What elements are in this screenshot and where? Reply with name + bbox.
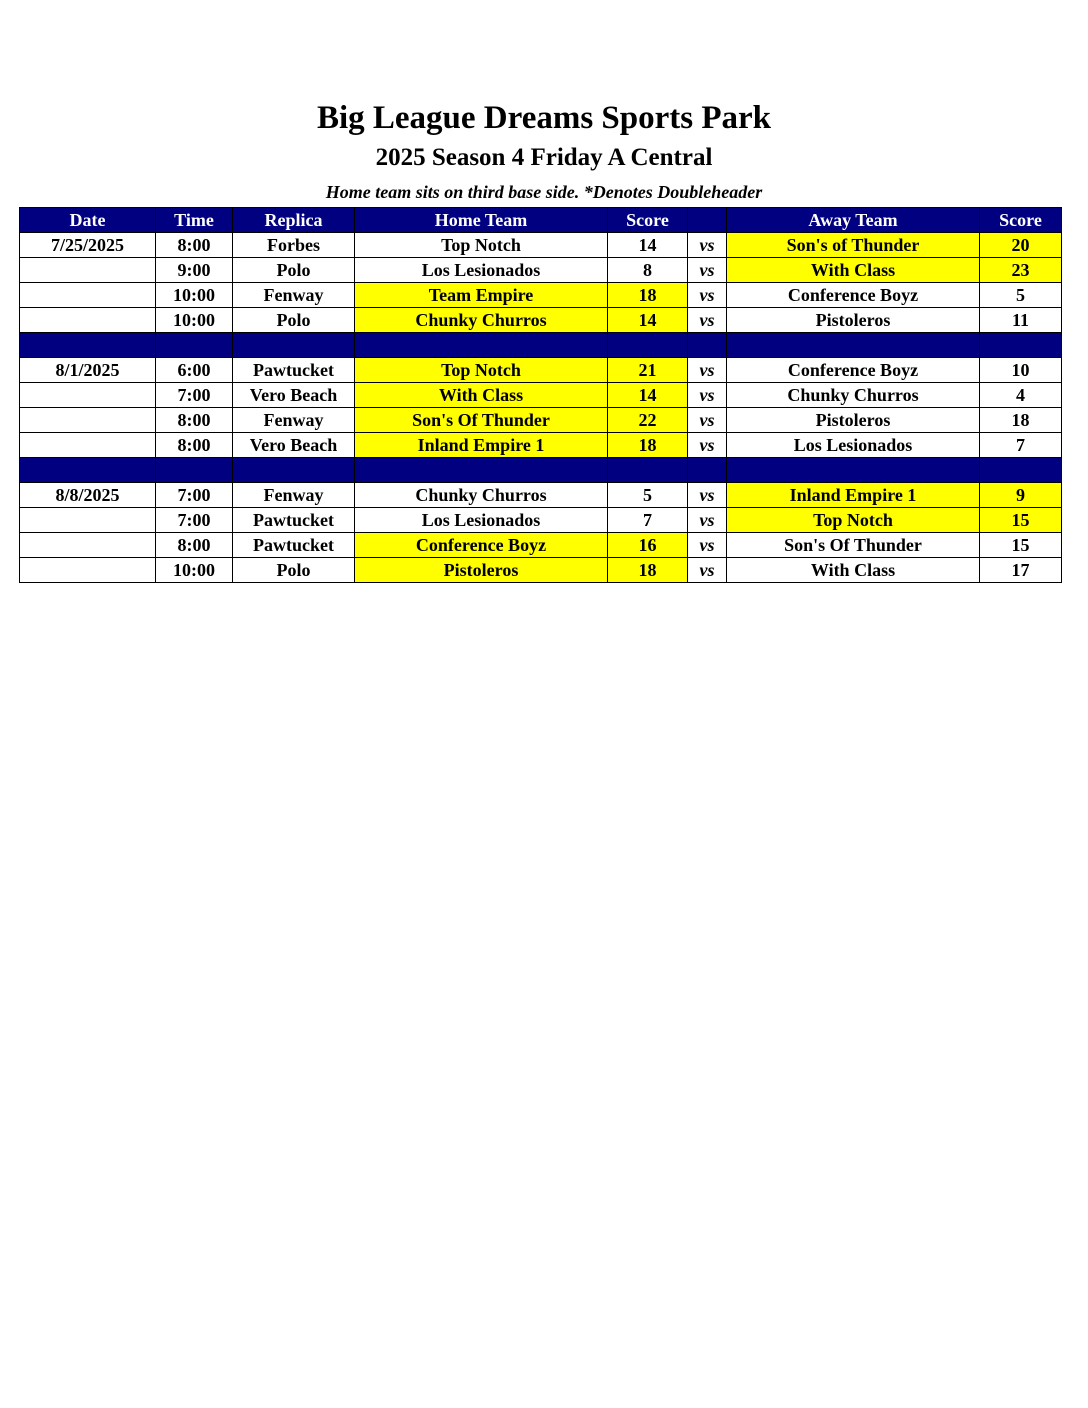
home-score: 16 xyxy=(608,533,688,558)
vs-label: vs xyxy=(688,233,727,258)
home-team: Chunky Churros xyxy=(355,483,608,508)
home-team: Los Lesionados xyxy=(355,508,608,533)
away-score: 15 xyxy=(980,508,1062,533)
vs-label: vs xyxy=(688,483,727,508)
header-row xyxy=(20,208,1062,233)
game-time: 10:00 xyxy=(156,558,233,583)
game-row xyxy=(20,508,1062,533)
game-row xyxy=(20,258,1062,283)
vs-label: vs xyxy=(688,358,727,383)
away-team: Top Notch xyxy=(727,508,980,533)
game-time: 10:00 xyxy=(156,308,233,333)
game-time: 7:00 xyxy=(156,383,233,408)
col-header-date: Date xyxy=(20,208,156,233)
home-team: Son's Of Thunder xyxy=(355,408,608,433)
home-team: With Class xyxy=(355,383,608,408)
away-team: Pistoleros xyxy=(727,408,980,433)
away-score: 9 xyxy=(980,483,1062,508)
game-time: 7:00 xyxy=(156,483,233,508)
home-score: 18 xyxy=(608,558,688,583)
game-replica: Polo xyxy=(233,258,355,283)
game-replica: Fenway xyxy=(233,283,355,308)
game-replica: Vero Beach xyxy=(233,433,355,458)
game-row xyxy=(20,283,1062,308)
away-team: Chunky Churros xyxy=(727,383,980,408)
col-header-away-score: Score xyxy=(980,208,1062,233)
home-team: Top Notch xyxy=(355,358,608,383)
game-replica: Fenway xyxy=(233,408,355,433)
home-team: Chunky Churros xyxy=(355,308,608,333)
game-time: 9:00 xyxy=(156,258,233,283)
home-team: Conference Boyz xyxy=(355,533,608,558)
game-date: 8/8/2025 xyxy=(20,483,156,508)
col-header-time: Time xyxy=(156,208,233,233)
game-row xyxy=(20,308,1062,333)
vs-label: vs xyxy=(688,308,727,333)
col-header-home-score: Score xyxy=(608,208,688,233)
away-team: Conference Boyz xyxy=(727,283,980,308)
away-score: 7 xyxy=(980,433,1062,458)
vs-label: vs xyxy=(688,408,727,433)
vs-label: vs xyxy=(688,433,727,458)
vs-label: vs xyxy=(688,283,727,308)
game-date xyxy=(20,533,156,558)
away-score: 20 xyxy=(980,233,1062,258)
home-team: Inland Empire 1 xyxy=(355,433,608,458)
home-team-note: Home team sits on third base side. *Denotes Doubleheader xyxy=(325,182,763,202)
vs-label: vs xyxy=(688,558,727,583)
away-team: Los Lesionados xyxy=(727,433,980,458)
game-date xyxy=(20,383,156,408)
away-score: 15 xyxy=(980,533,1062,558)
game-date xyxy=(20,508,156,533)
game-date xyxy=(20,408,156,433)
game-date xyxy=(20,308,156,333)
schedule-table xyxy=(19,207,1062,583)
week-divider xyxy=(20,333,1062,358)
game-row xyxy=(20,558,1062,583)
home-team: Top Notch xyxy=(355,233,608,258)
home-score: 18 xyxy=(608,433,688,458)
game-row xyxy=(20,483,1062,508)
week-divider xyxy=(20,458,1062,483)
vs-label: vs xyxy=(688,533,727,558)
away-score: 17 xyxy=(980,558,1062,583)
game-time: 8:00 xyxy=(156,408,233,433)
vs-label: vs xyxy=(688,258,727,283)
game-row xyxy=(20,533,1062,558)
game-replica: Polo xyxy=(233,308,355,333)
home-team: Pistoleros xyxy=(355,558,608,583)
game-row xyxy=(20,233,1062,258)
page-subtitle: 2025 Season 4 Friday A Central xyxy=(375,144,713,171)
vs-label: vs xyxy=(688,508,727,533)
game-replica: Vero Beach xyxy=(233,383,355,408)
game-time: 8:00 xyxy=(156,433,233,458)
home-team: Los Lesionados xyxy=(355,258,608,283)
away-team: Pistoleros xyxy=(727,308,980,333)
away-team: With Class xyxy=(727,558,980,583)
col-header-vs xyxy=(688,208,727,233)
home-score: 22 xyxy=(608,408,688,433)
game-time: 7:00 xyxy=(156,508,233,533)
game-date: 8/1/2025 xyxy=(20,358,156,383)
game-replica: Pawtucket xyxy=(233,533,355,558)
game-time: 6:00 xyxy=(156,358,233,383)
col-header-away-team: Away Team xyxy=(727,208,980,233)
game-replica: Forbes xyxy=(233,233,355,258)
game-row xyxy=(20,433,1062,458)
game-replica: Pawtucket xyxy=(233,508,355,533)
game-time: 8:00 xyxy=(156,233,233,258)
away-score: 10 xyxy=(980,358,1062,383)
game-date xyxy=(20,558,156,583)
away-score: 18 xyxy=(980,408,1062,433)
away-team: Son's Of Thunder xyxy=(727,533,980,558)
home-score: 18 xyxy=(608,283,688,308)
game-row xyxy=(20,408,1062,433)
away-score: 4 xyxy=(980,383,1062,408)
game-date xyxy=(20,433,156,458)
home-score: 5 xyxy=(608,483,688,508)
game-time: 8:00 xyxy=(156,533,233,558)
away-team: Inland Empire 1 xyxy=(727,483,980,508)
game-replica: Fenway xyxy=(233,483,355,508)
page-title: Big League Dreams Sports Park xyxy=(316,100,772,136)
col-header-replica: Replica xyxy=(233,208,355,233)
game-row xyxy=(20,383,1062,408)
home-team: Team Empire xyxy=(355,283,608,308)
vs-label: vs xyxy=(688,383,727,408)
game-replica: Pawtucket xyxy=(233,358,355,383)
game-time: 10:00 xyxy=(156,283,233,308)
away-score: 23 xyxy=(980,258,1062,283)
game-date xyxy=(20,283,156,308)
home-score: 14 xyxy=(608,383,688,408)
col-header-home-team: Home Team xyxy=(355,208,608,233)
home-score: 8 xyxy=(608,258,688,283)
home-score: 7 xyxy=(608,508,688,533)
away-team: Son's of Thunder xyxy=(727,233,980,258)
away-team: Conference Boyz xyxy=(727,358,980,383)
game-replica: Polo xyxy=(233,558,355,583)
home-score: 14 xyxy=(608,308,688,333)
away-team: With Class xyxy=(727,258,980,283)
home-score: 14 xyxy=(608,233,688,258)
game-row xyxy=(20,358,1062,383)
away-score: 5 xyxy=(980,283,1062,308)
away-score: 11 xyxy=(980,308,1062,333)
home-score: 21 xyxy=(608,358,688,383)
game-date: 7/25/2025 xyxy=(20,233,156,258)
game-date xyxy=(20,258,156,283)
